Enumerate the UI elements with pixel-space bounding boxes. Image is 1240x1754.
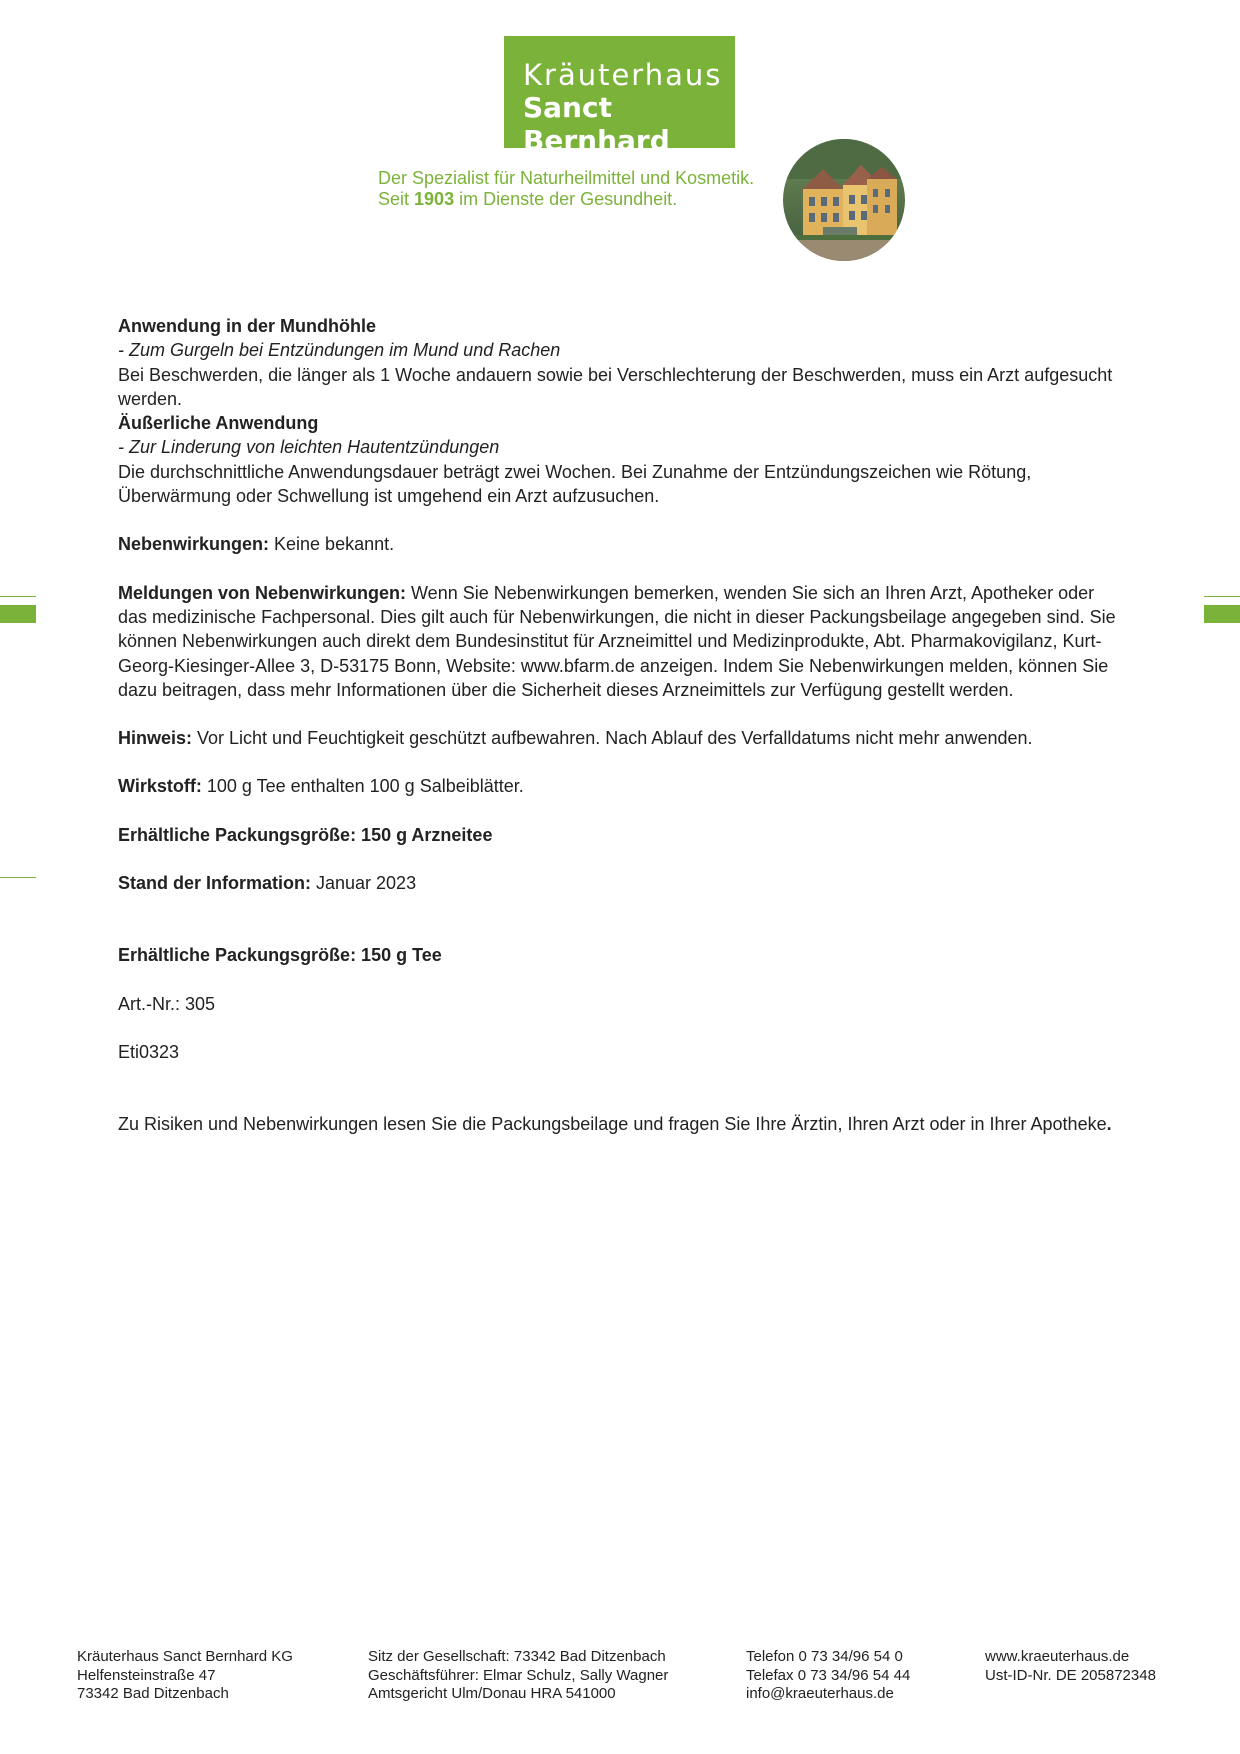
side-effects-label: Nebenwirkungen:	[118, 534, 270, 555]
footer-company	[77, 1648, 293, 1704]
footer-web	[985, 1648, 1156, 1685]
external-heading-text: Äußerliche Anwendung	[118, 413, 319, 434]
footer-vat-id: Ust-ID-Nr. DE 205872348	[985, 1666, 1156, 1684]
risk-notice-end: .	[1106, 1114, 1112, 1135]
tagline-prefix: Seit	[378, 189, 415, 209]
footer-email[interactable]: info@kraeuterhaus.de	[746, 1685, 894, 1703]
footer-website[interactable]: www.kraeuterhaus.de	[985, 1648, 1130, 1665]
left-edge-line	[0, 596, 36, 597]
reporting-text: Wenn Sie Nebenwirkungen bemerken, wenden Sie sich an Ihren Arzt, Apotheker oder das medizinische Fachpersonal. Dies gilt auch für Nebenwirkungen, die nicht in dieser Packungsbeilage angegeben sind. Sie können Nebenwirkungen auch direkt dem Bundesinstitut für Arzneimittel und Medizinprodukte, Abt. Pharmakovigilanz, Kurt-Georg-Kiesinger-Allee 3, D-53175 Bonn, Website: www.bfarm.de anzeigen. Indem Sie Nebenwirkungen melden, können Sie dazu beitragen, dass mehr Informationen über die Sicherheit dieses Arzneimittels zur Verfügung gestellt werden.	[118, 582, 1116, 700]
tagline-suffix: im Dienste der Gesundheit.	[454, 189, 678, 209]
side-effects-text: Keine bekannt.	[269, 534, 395, 555]
footer-company-name: Kräuterhaus Sanct Bernhard KG	[77, 1648, 293, 1665]
footer-street: Helfensteinstraße 47	[77, 1666, 216, 1684]
tagline	[378, 168, 754, 210]
external-use	[118, 435, 1128, 459]
left-edge-bar	[0, 605, 36, 623]
pack-size-2	[118, 943, 1128, 967]
footer-city: 73342 Bad Ditzenbach	[77, 1685, 229, 1703]
brand-logo	[504, 36, 735, 157]
note	[118, 726, 1128, 750]
info-date-label: Stand der Information:	[118, 873, 311, 894]
footer-managers: Geschäftsführer: Elmar Schulz, Sally Wagner	[368, 1666, 669, 1684]
tagline-line-2	[378, 189, 754, 210]
external-heading	[118, 411, 1128, 435]
side-effects	[118, 532, 1128, 556]
mouth-text: Bei Beschwerden, die länger als 1 Woche andauern sowie bei Verschlechterung der Beschwerden, muss ein Arzt aufgesucht werden.	[118, 364, 1113, 409]
info-date-text: Januar 2023	[311, 873, 417, 894]
external-text: Die durchschnittliche Anwendungsdauer beträgt zwei Wochen. Bei Zunahme der Entzündungszeichen wie Rötung, Überwärmung oder Schwellung ist umgehend ein Arzt aufzusuchen.	[118, 461, 1032, 507]
active-ingredient	[118, 774, 1128, 798]
right-edge-bar	[1204, 605, 1240, 623]
article-number: Art.-Nr.: 305	[118, 993, 216, 1014]
pack-size-1	[118, 823, 1128, 847]
mouth-use-text: - Zum Gurgeln bei Entzündungen im Mund und Rachen	[118, 340, 561, 361]
leaflet-content	[118, 314, 1128, 1137]
reporting-label: Meldungen von Nebenwirkungen:	[118, 582, 407, 603]
label-code: Eti0323	[118, 1041, 180, 1062]
logo-line-2: Sanct Bernhard	[523, 91, 670, 157]
building-photo	[783, 139, 905, 261]
active-text: 100 g Tee enthalten 100 g Salbeiblätter.	[201, 776, 524, 797]
pack-size-1-text: Erhältliche Packungsgröße: 150 g Arzneitee	[118, 824, 493, 845]
external-use-text: - Zur Linderung von leichten Hautentzündungen	[118, 437, 500, 458]
reporting	[118, 581, 1128, 702]
mouth-heading-text: Anwendung in der Mundhöhle	[118, 316, 376, 336]
right-edge-line	[1204, 596, 1240, 597]
risk-notice-text: Zu Risiken und Nebenwirkungen lesen Sie die Packungsbeilage und fragen Sie Ihre Ärztin, Ihren Arzt oder in Ihrer Apotheke	[118, 1114, 1107, 1135]
tagline-year: 1903	[414, 189, 455, 209]
footer-fax: Telefax 0 73 34/96 54 44	[746, 1666, 911, 1684]
left-fold-mark	[0, 877, 36, 878]
risk-notice	[118, 1112, 1128, 1136]
note-text: Vor Licht und Feuchtigkeit geschützt aufbewahren. Nach Ablauf des Verfalldatums nicht mehr anwenden.	[192, 728, 1033, 749]
mouth-use	[118, 338, 1128, 362]
mouth-heading	[118, 314, 1128, 338]
footer-seat: Sitz der Gesellschaft: 73342 Bad Ditzenbach	[368, 1648, 666, 1665]
footer-legal	[368, 1648, 668, 1704]
pack-size-2-text: Erhältliche Packungsgröße: 150 g Tee	[118, 945, 442, 966]
note-label: Hinweis:	[118, 728, 193, 749]
active-label: Wirkstoff:	[118, 776, 202, 797]
logo-line-1: Kräuterhaus	[523, 58, 723, 92]
building-photo-image	[783, 139, 905, 261]
footer-phone: Telefon 0 73 34/96 54 0	[746, 1648, 903, 1665]
footer-register: Amtsgericht Ulm/Donau HRA 541000	[368, 1685, 616, 1703]
footer-contact	[746, 1648, 910, 1704]
info-date	[118, 871, 1128, 895]
tagline-line-1: Der Spezialist für Naturheilmittel und Kosmetik.	[378, 168, 755, 188]
